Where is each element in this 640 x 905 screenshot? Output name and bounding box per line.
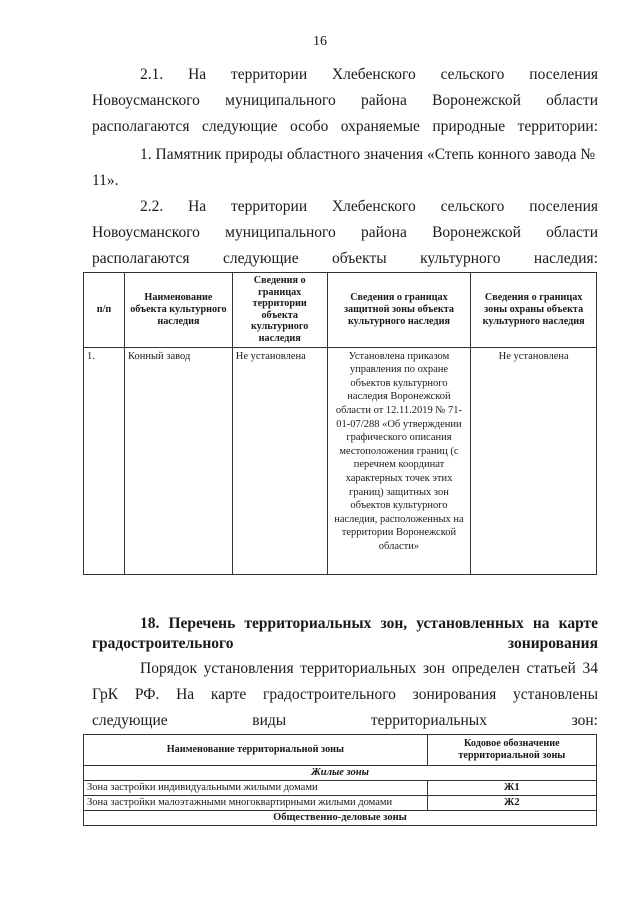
table-header-row <box>84 273 597 348</box>
paragraph-2-1: 2.1. На территории Хлебенского сельского поселения Новоусманского муниципального района Воронежской области располагаются следующие особо охраняемые природные территории: <box>92 66 598 135</box>
zone-name: Зона застройки индивидуальными жилыми домами <box>84 781 428 796</box>
zone-code: Ж2 <box>427 796 596 811</box>
territorial-zones-table <box>83 734 597 826</box>
table-row <box>84 796 597 811</box>
col-header-num: п/п <box>84 273 125 348</box>
group-residential: Жилые зоны <box>84 766 597 781</box>
cell-security-zone: Не установлена <box>471 347 597 574</box>
cell-name: Конный завод <box>125 347 233 574</box>
cell-num: 1. <box>84 347 125 574</box>
section-18-text: Порядок установления территориальных зон определен статьей 34 ГрК РФ. На карте градостроительного зонирования установлены следующие виды территориальных зон: <box>92 660 598 729</box>
page-number: 16 <box>313 34 327 49</box>
section-18-title: 18. Перечень территориальных зон, установленных на карте градостроительного зонирования <box>92 615 598 652</box>
cell-territory: Не установлена <box>232 347 327 574</box>
zone-name: Зона застройки малоэтажными многоквартирными жилыми домами <box>84 796 428 811</box>
col-header-territory: Сведения о границах территории объекта культурного наследия <box>232 273 327 348</box>
col-header-zone-name: Наименование территориальной зоны <box>84 735 428 766</box>
table-header-row <box>84 735 597 766</box>
paragraph-2-2: 2.2. На территории Хлебенского сельского поселения Новоусманского муниципального района Воронежской области располагаются следующие объекты культурного наследия: <box>92 198 598 267</box>
col-header-protective-zone: Сведения о границах защитной зоны объекта культурного наследия <box>327 273 471 348</box>
table-row <box>84 781 597 796</box>
col-header-name: Наименование объекта культурного наследия <box>125 273 233 348</box>
group-row <box>84 811 597 826</box>
group-row <box>84 766 597 781</box>
paragraph-2-1-item: 1. Памятник природы областного значения «Степь конного завода № 11». <box>92 146 596 189</box>
table-row <box>84 347 597 574</box>
col-header-security-zone: Сведения о границах зоны охраны объекта культурного наследия <box>471 273 597 348</box>
cell-protective-zone: Установлена приказом управления по охране объектов культурного наследия Воронежской области от 12.11.2019 № 71-01-07/288 «Об утверждении графического описания местоположения границ (с перечнем координат характерных точек этих границ) защитных зон объектов культурного наследия, расположенных на территории Воронежской области» <box>327 347 471 574</box>
cultural-heritage-table <box>83 272 597 575</box>
group-public: Общественно-деловые зоны <box>84 811 597 826</box>
zone-code: Ж1 <box>427 781 596 796</box>
col-header-zone-code: Кодовое обозначение территориальной зоны <box>427 735 596 766</box>
